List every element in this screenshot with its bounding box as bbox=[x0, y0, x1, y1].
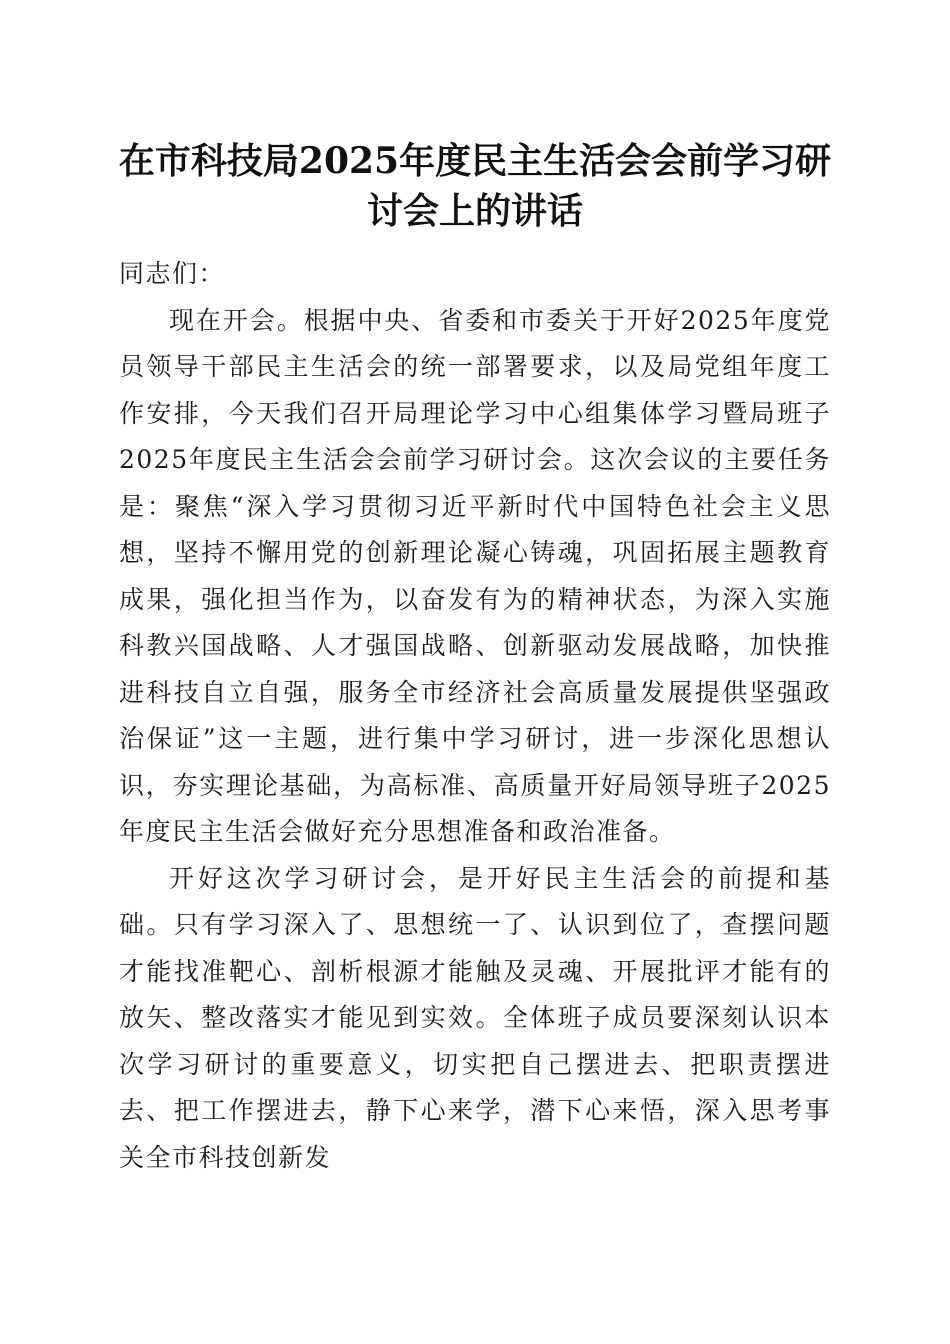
paragraph: 开好这次学习研讨会，是开好民主生活会的前提和基础。只有学习深入了、思想统一了、认识到位了，查摆问题才能找准靶心、剖析根源才能触及灵魂、开展批评才能有的放矢、整改落实才能见到实效。全体班子成员要深刻认识本次学习研讨的重要意义，切实把自己摆进去、把职责摆进去、把工作摆进去，静下心来学，潜下心来悟，深入思考事关全市科技创新发 bbox=[119, 863, 831, 1172]
salutation: 同志们： bbox=[119, 259, 226, 288]
document-body bbox=[119, 251, 831, 1181]
document-title: 在市科技局2025年度民主生活会会前学习研讨会上的讲话 bbox=[118, 140, 832, 232]
paragraph: 现在开会。根据中央、省委和市委关于开好2025年度党员领导干部民主生活会的统一部署要求，以及局党组年度工作安排，今天我们召开局理论学习中心组集体学习暨局班子2025年度民主生活会会前学习研讨会。这次会议的主要任务是：聚焦“深入学习贯彻习近平新时代中国特色社会主义思想，坚持不懈用党的创新理论凝心铸魂，巩固拓展主题教育成果，强化担当作为，以奋发有为的精神状态，为深入实施科教兴国战略、人才强国战略、创新驱动发展战略，加快推进科技自立自强，服务全市经济社会高质量发展提供坚强政治保证”这一主题，进行集中学习研讨，进一步深化思想认识，夯实理论基础，为高标准、高质量开好局领导班子2025年度民主生活会做好充分思想准备和政治准备。 bbox=[119, 305, 832, 846]
